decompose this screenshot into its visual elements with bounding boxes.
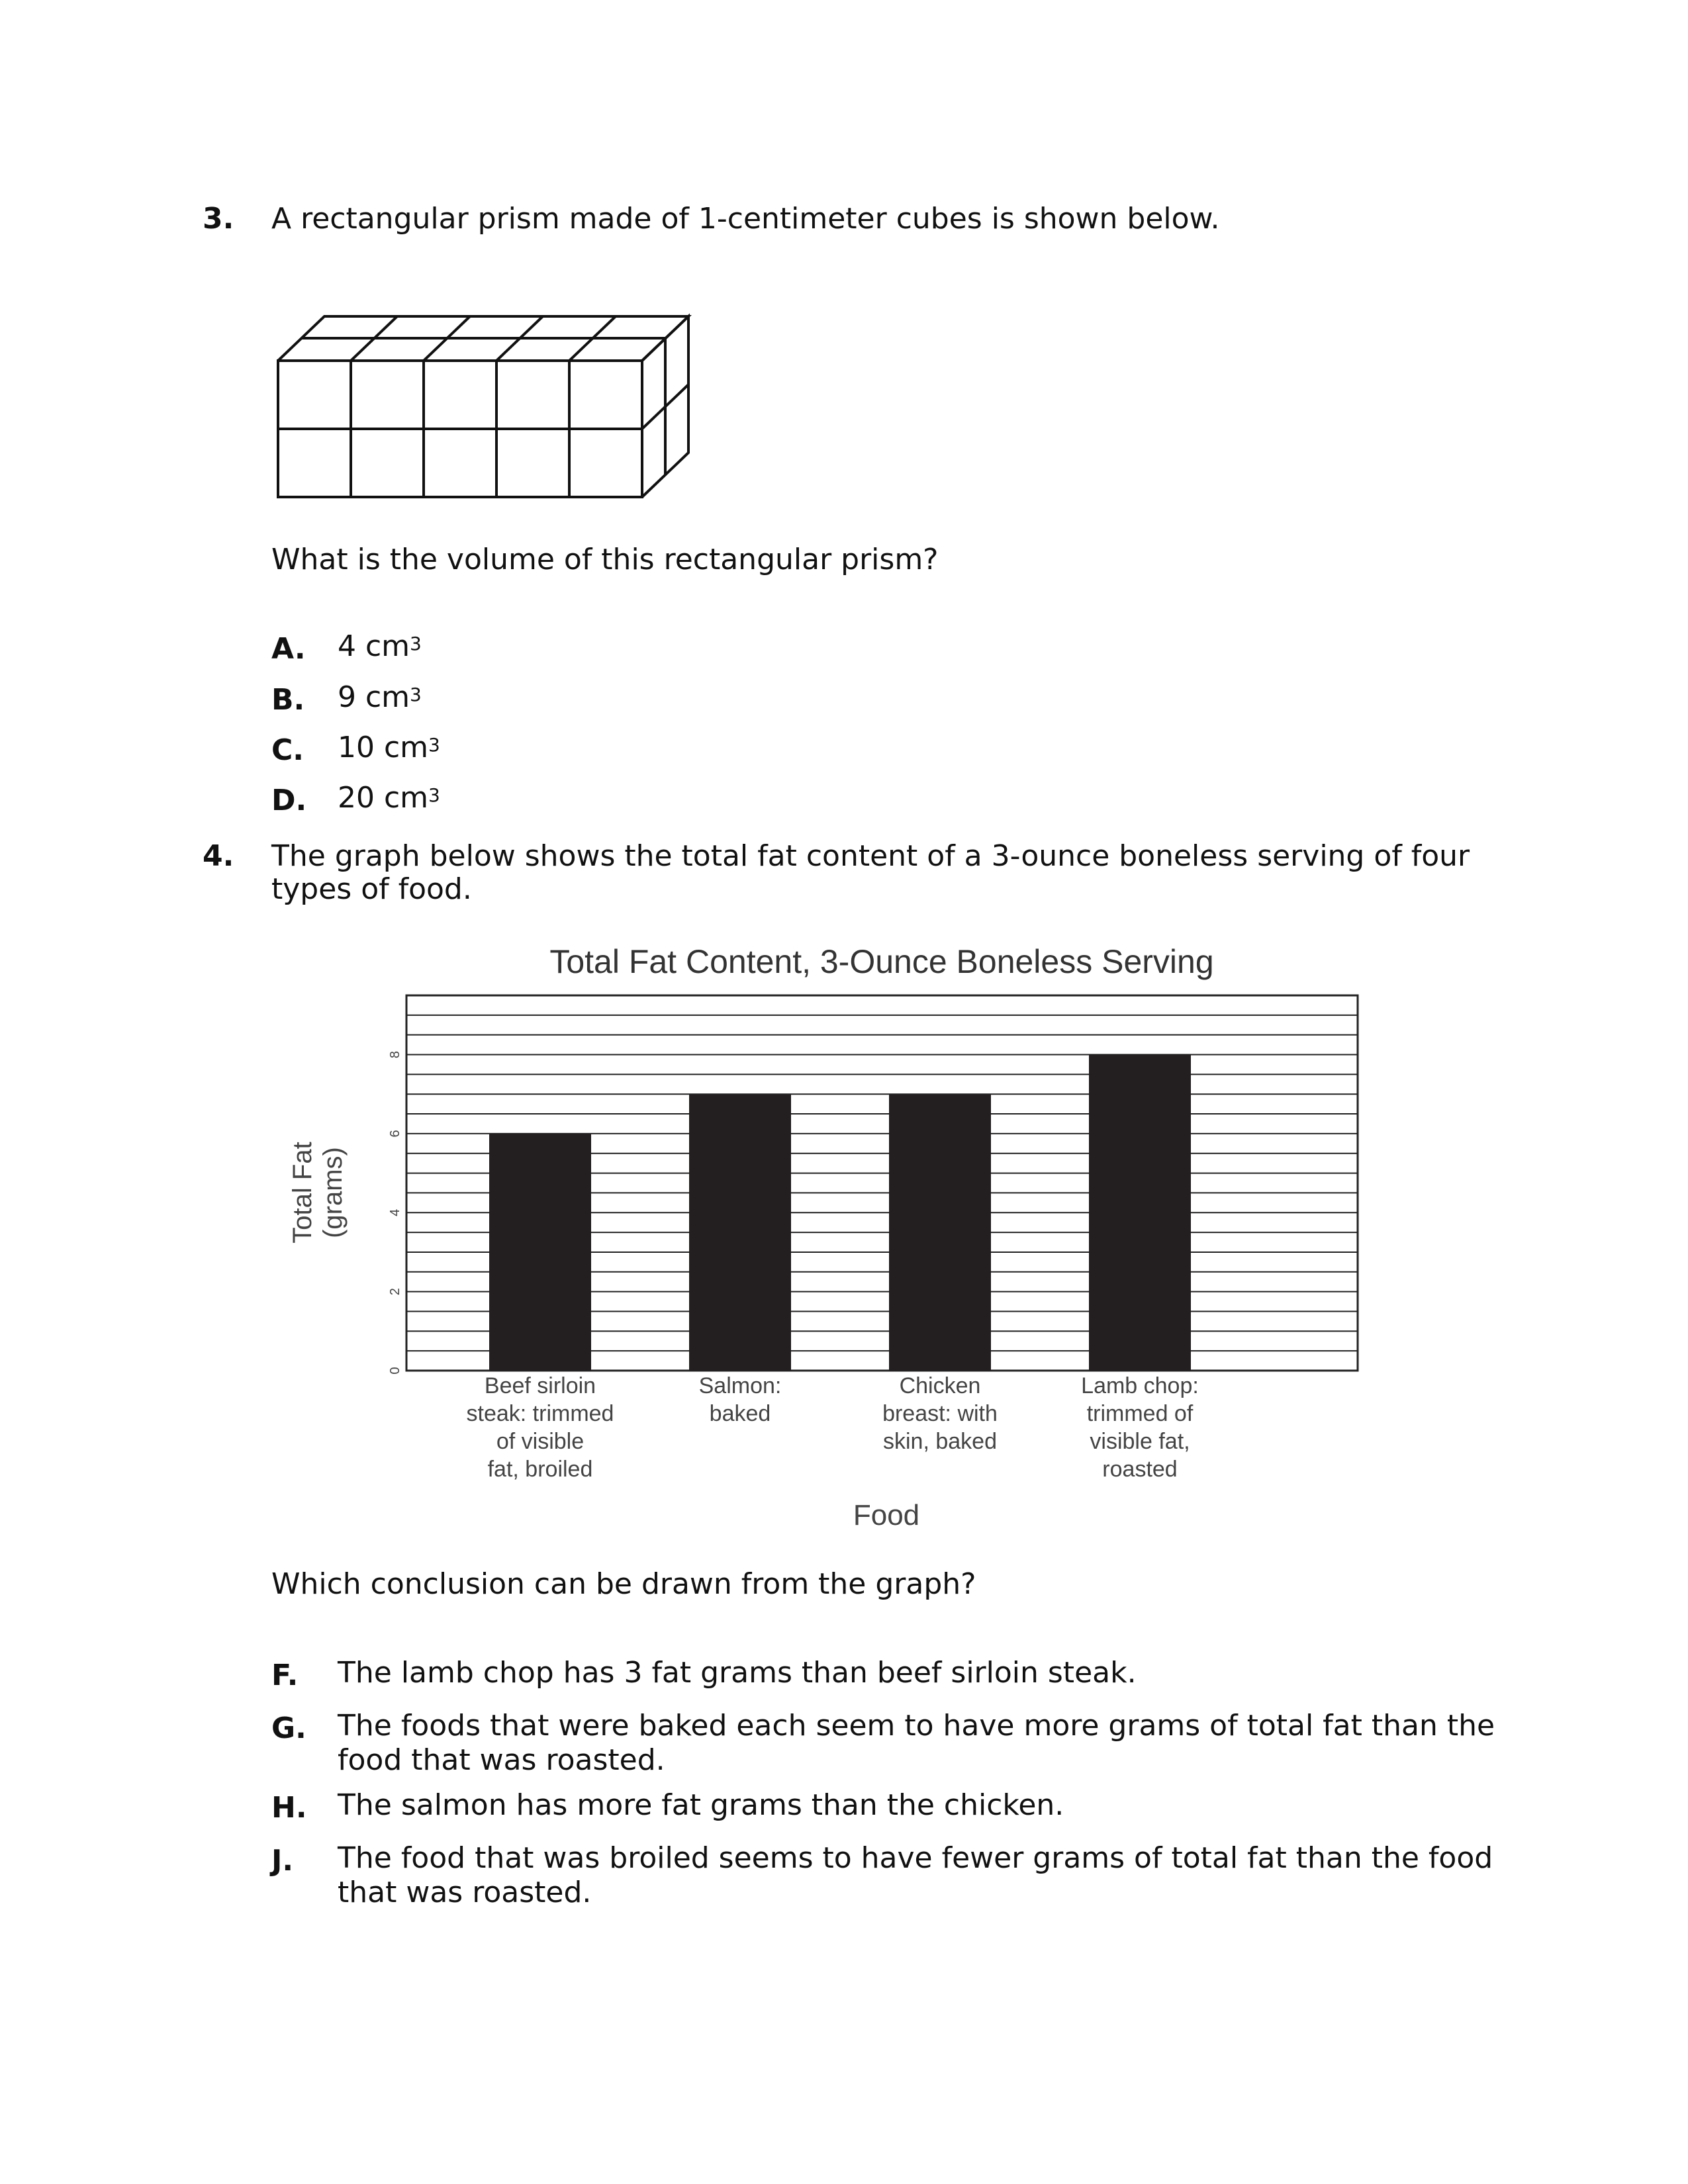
option-letter: F. <box>271 1659 299 1692</box>
bar <box>1089 1055 1191 1371</box>
x-axis-label: Food <box>853 1499 920 1531</box>
option-text: 20 $cm^3$ <box>338 781 440 815</box>
question-3-question: What is the volume of this rectangular prism? <box>271 543 939 576</box>
option-text: 10 $cm^3$ <box>338 731 440 764</box>
option-letter: J. <box>271 1844 294 1878</box>
question-4-question: Which conclusion can be drawn from the graph? <box>271 1567 976 1601</box>
x-tick-label: Chicken breast: with skin, baked <box>882 1373 998 1454</box>
question-4-number: 4. <box>203 839 234 873</box>
option-text-line-1: The salmon has more fat grams than the chicken. <box>338 1788 1064 1822</box>
option-letter: A. <box>271 632 306 666</box>
bar <box>689 1094 791 1371</box>
option-letter: B. <box>271 683 305 717</box>
rectangular-prism-figure <box>265 304 702 503</box>
option-letter: C. <box>271 733 305 767</box>
question-3-prompt: A rectangular prism made of 1-centimeter cubes is shown below. <box>271 202 1220 236</box>
fat-content-bar-chart <box>278 933 1377 1542</box>
y-tick-label: 0 <box>388 1367 402 1375</box>
chart-title: Total Fat Content, 3-Ounce Boneless Serving <box>549 943 1214 980</box>
y-axis-label-line-1: Total Fat <box>288 1142 317 1244</box>
option-letter: D. <box>271 784 307 817</box>
option-text-line-1: The foods that were baked each seem to have more grams of total fat than the <box>338 1709 1495 1743</box>
x-tick-label: Salmon: baked <box>698 1373 782 1426</box>
y-tick-label: 4 <box>388 1208 402 1216</box>
option-text-line-2: that was roasted. <box>338 1876 592 1909</box>
option-text-line-1: The lamb chop has 3 fat grams than beef sirloin steak. <box>338 1656 1137 1690</box>
y-tick-label: 8 <box>388 1050 402 1059</box>
option-text-line-1: The food that was broiled seems to have fewer grams of total fat than the food <box>338 1841 1493 1875</box>
question-4-prompt-line-2: types of food. <box>271 872 472 906</box>
option-letter: H. <box>271 1791 307 1825</box>
bar <box>489 1134 591 1371</box>
question-3-number: 3. <box>203 202 234 236</box>
option-text: 9 $cm^3$ <box>338 680 422 714</box>
option-text-line-2: food that was roasted. <box>338 1743 665 1777</box>
x-tick-label: Lamb chop: trimmed of visible fat, roasted <box>1081 1373 1199 1482</box>
option-text: 4 $cm^3$ <box>338 629 422 663</box>
y-axis-label-line-2: (grams) <box>318 1147 348 1238</box>
y-axis-label <box>288 1142 348 1243</box>
y-tick-label: 2 <box>388 1288 402 1296</box>
x-tick-label: Beef sirloin steak: trimmed of visible fat, broiled <box>466 1373 614 1482</box>
option-letter: G. <box>271 1711 306 1745</box>
question-4-prompt-line-1: The graph below shows the total fat content of a 3-ounce boneless serving of four <box>271 839 1470 873</box>
bar <box>889 1094 991 1371</box>
y-tick-label: 6 <box>388 1130 402 1138</box>
